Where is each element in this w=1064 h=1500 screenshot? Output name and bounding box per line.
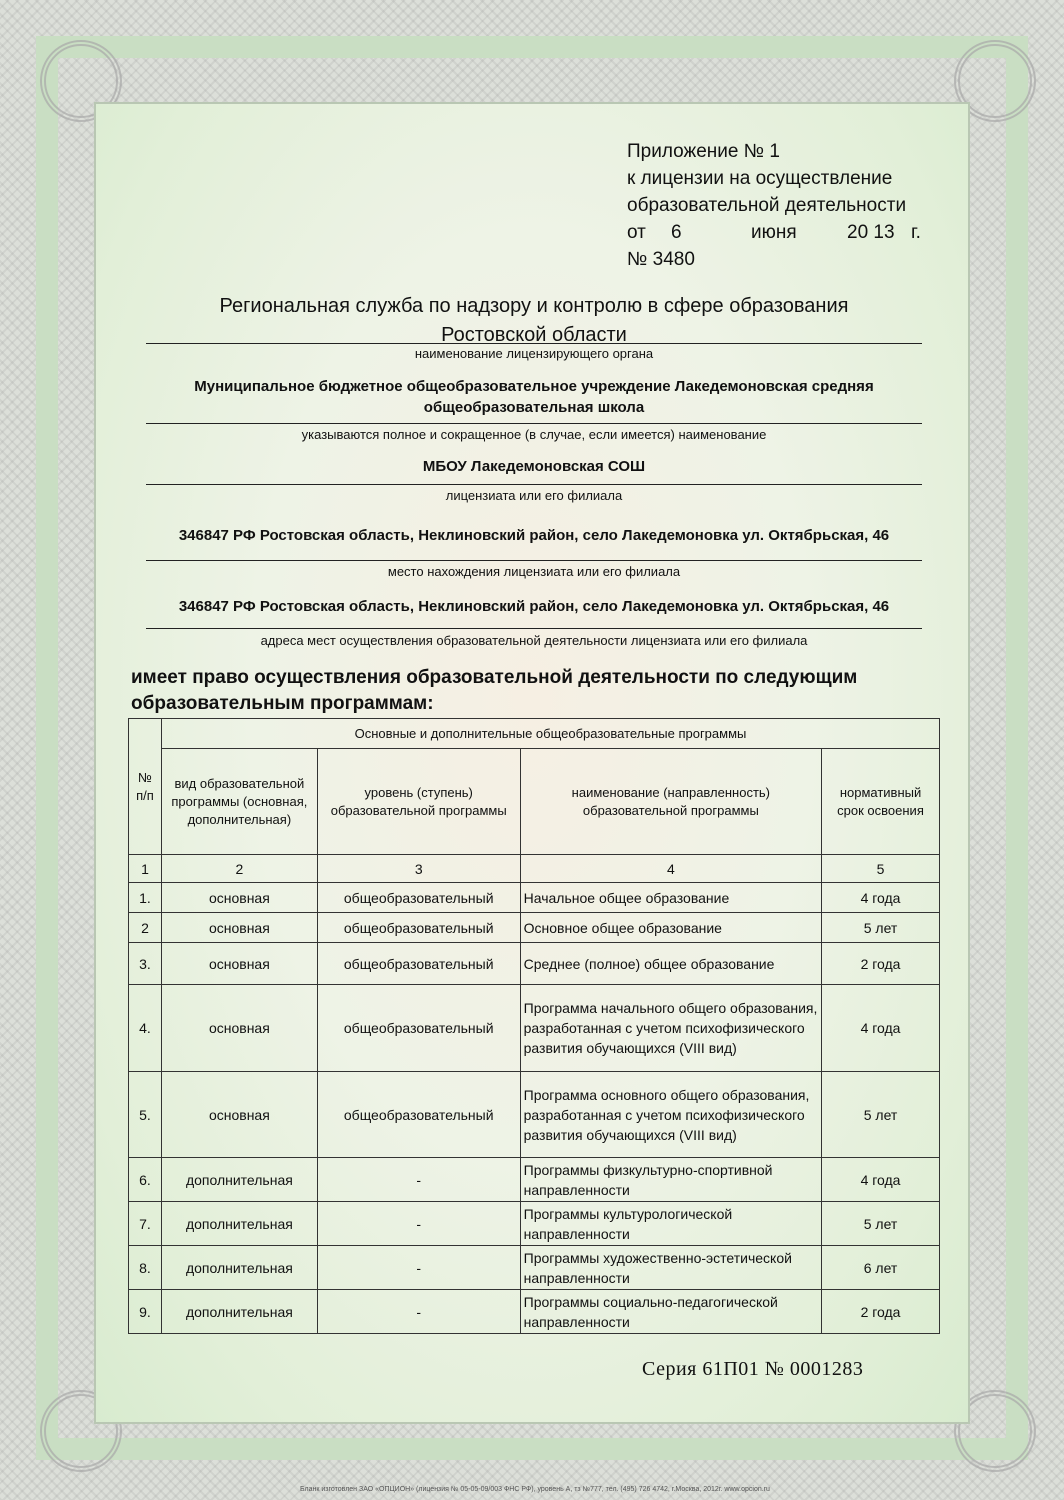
row-level: -: [317, 1202, 520, 1246]
field-underline: [146, 423, 922, 424]
row-kind: основная: [161, 985, 317, 1072]
row-level: общеобразовательный: [317, 883, 520, 913]
licensee-full-name: [146, 376, 922, 418]
date-prefix: от: [627, 222, 646, 243]
rights-line: образовательным программам:: [131, 693, 434, 714]
row-num: 5.: [129, 1072, 162, 1158]
appendix-line: к лицензии на осуществление: [627, 168, 893, 189]
table-row: [129, 985, 940, 1072]
row-level: общеобразовательный: [317, 913, 520, 943]
row-term: 4 года: [822, 1158, 940, 1202]
row-kind: дополнительная: [161, 1246, 317, 1290]
location-caption: место нахождения лицензиата или его филиала: [387, 564, 681, 579]
row-kind: основная: [161, 1072, 317, 1158]
activity-address-caption: адреса мест осуществления образовательной деятельности лицензиата или его филиала: [260, 633, 808, 648]
date-month: июня: [751, 222, 797, 243]
rights-statement: [131, 665, 857, 717]
license-number: № 3480: [627, 249, 695, 270]
table-row: [129, 1202, 940, 1246]
row-level: -: [317, 1246, 520, 1290]
row-kind: дополнительная: [161, 1202, 317, 1246]
activity-address: 346847 РФ Ростовская область, Неклиновский район, село Лакедемоновка ул. Октябрьская, 46: [178, 598, 890, 615]
date-suffix: г.: [911, 222, 921, 243]
row-term: 5 лет: [822, 913, 940, 943]
row-kind: дополнительная: [161, 1158, 317, 1202]
index-row: [129, 855, 940, 883]
row-num: 8.: [129, 1246, 162, 1290]
row-level: общеобразовательный: [317, 1072, 520, 1158]
row-name: Программы физкультурно-спортивной направленности: [520, 1158, 821, 1202]
index-cell: 1: [129, 855, 162, 883]
licensee-line: общеобразовательная школа: [423, 399, 645, 416]
table-row: [129, 913, 940, 943]
licensee-short-caption: лицензиата или его филиала: [445, 488, 623, 503]
row-term: 5 лет: [822, 1072, 940, 1158]
header-group: Основные и дополнительные общеобразовательные программы: [161, 719, 939, 749]
table-row: [129, 883, 940, 913]
row-name: Начальное общее образование: [520, 883, 821, 913]
row-name: Программы художественно-эстетической направленности: [520, 1246, 821, 1290]
licensee-line: Муниципальное бюджетное общеобразовательное учреждение Лакедемоновская средняя: [194, 378, 874, 395]
licensee-location: 346847 РФ Ростовская область, Неклиновский район, село Лакедемоновка ул. Октябрьская, 46: [178, 527, 890, 544]
row-kind: основная: [161, 913, 317, 943]
row-num: 1.: [129, 883, 162, 913]
table-row: [129, 1246, 940, 1290]
row-name: Среднее (полное) общее образование: [520, 943, 821, 985]
authority-line: Региональная служба по надзору и контролю в сфере образования: [219, 295, 849, 317]
index-cell: 5: [822, 855, 940, 883]
table-row: [129, 1072, 940, 1158]
row-num: 2: [129, 913, 162, 943]
row-level: общеобразовательный: [317, 985, 520, 1072]
appendix-date: [627, 219, 921, 246]
row-name: Программа начального общего образования, разработанная с учетом психофизического развития обучающихся (VIII вид): [520, 985, 821, 1072]
row-kind: основная: [161, 883, 317, 913]
table-row: [129, 1158, 940, 1202]
date-day: 6: [671, 222, 682, 243]
table-row: [129, 943, 940, 985]
table-row: [129, 1290, 940, 1334]
row-kind: основная: [161, 943, 317, 985]
authority-caption: наименование лицензирующего органа: [414, 346, 654, 361]
row-num: 4.: [129, 985, 162, 1072]
row-num: 7.: [129, 1202, 162, 1246]
header-kind: вид образовательной программы (основная, дополнительная): [161, 749, 317, 855]
row-num: 9.: [129, 1290, 162, 1334]
form-series-number: Серия 61П01 № 0001283: [642, 1358, 864, 1380]
appendix-line: образовательной деятельности: [627, 195, 907, 216]
index-cell: 3: [317, 855, 520, 883]
row-term: 2 года: [822, 943, 940, 985]
row-term: 2 года: [822, 1290, 940, 1334]
date-year: 20 13: [847, 222, 895, 243]
appendix-header: [627, 138, 921, 273]
header-term: нормативный срок освоения: [822, 749, 940, 855]
row-name: Программы культурологической направленности: [520, 1202, 821, 1246]
field-underline: [146, 343, 922, 344]
row-term: 6 лет: [822, 1246, 940, 1290]
header-level: уровень (ступень) образовательной программы: [317, 749, 520, 855]
row-level: -: [317, 1158, 520, 1202]
row-level: общеобразовательный: [317, 943, 520, 985]
licensee-full-caption: указываются полное и сокращенное (в случае, если имеется) наименование: [301, 427, 767, 442]
header-name: наименование (направленность) образовательной программы: [520, 749, 821, 855]
appendix-title: Приложение № 1: [627, 141, 780, 162]
row-kind: дополнительная: [161, 1290, 317, 1334]
index-cell: 2: [161, 855, 317, 883]
field-underline: [146, 484, 922, 485]
row-num: 3.: [129, 943, 162, 985]
authority-line: Ростовской области: [441, 324, 627, 346]
row-name: Программа основного общего образования, разработанная с учетом психофизического развития обучающихся (VIII вид): [520, 1072, 821, 1158]
programs-table: [128, 718, 940, 1334]
row-name: Основное общее образование: [520, 913, 821, 943]
index-cell: 4: [520, 855, 821, 883]
licensee-short-name: МБОУ Лакедемоновская СОШ: [422, 458, 646, 475]
row-term: 5 лет: [822, 1202, 940, 1246]
licensing-authority: [146, 292, 922, 350]
row-name: Программы социально-педагогической направленности: [520, 1290, 821, 1334]
row-level: -: [317, 1290, 520, 1334]
printer-imprint: Бланк изготовлен ЗАО «ОПЦИОН» (лицензия № 05-05-09/003 ФНС РФ), уровень А, тз №777, тел. (495) 726 4742, г.Москва, 2012г. www.opcion.ru: [300, 1486, 770, 1493]
row-term: 4 года: [822, 883, 940, 913]
row-term: 4 года: [822, 985, 940, 1072]
field-underline: [146, 628, 922, 629]
row-num: 6.: [129, 1158, 162, 1202]
rights-line: имеет право осуществления образовательной деятельности по следующим: [131, 667, 858, 688]
header-num: № п/п: [129, 719, 162, 855]
field-underline: [146, 560, 922, 561]
